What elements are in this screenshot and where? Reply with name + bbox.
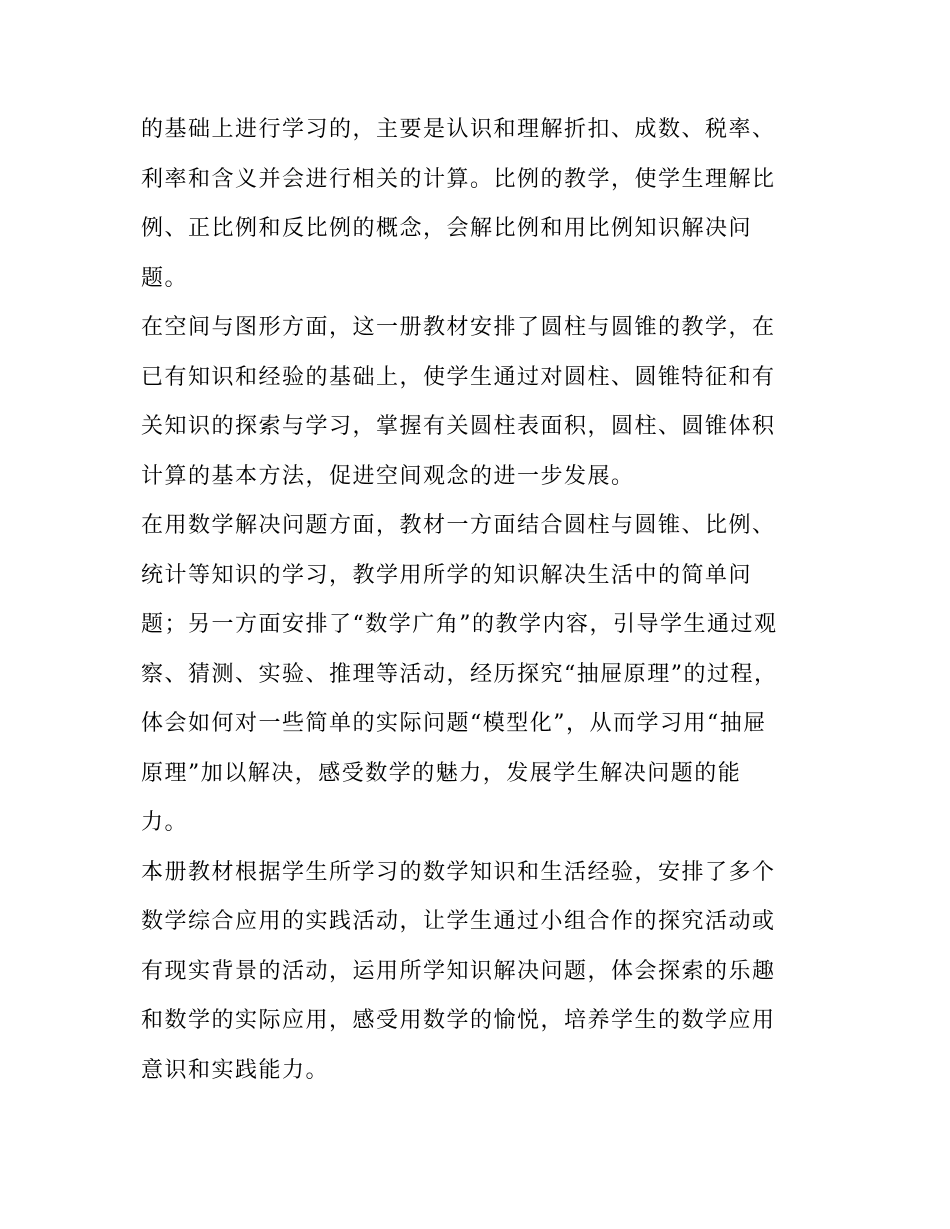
text-line: 题；另一方面安排了“数学广角”的教学内容，引导学生通过观: [141, 612, 778, 637]
text-line: 计算的基本方法，促进空间观念的进一步发展。: [141, 463, 635, 489]
text-line: 的基础上进行学习的，主要是认识和理解折扣、成数、税率、: [141, 117, 776, 142]
text-line: 意识和实践能力。: [141, 1057, 330, 1083]
text-line: 体会如何对一些简单的实际问题“模型化”，从而学习用“抽屉: [141, 711, 767, 736]
body-text: [141, 105, 813, 1095]
text-line: 在空间与图形方面，这一册教材安排了圆柱与圆锥的教学，在: [141, 315, 776, 340]
text-line: 已有知识和经验的基础上，使学生通过对圆柱、圆锥特征和有: [141, 364, 776, 390]
text-line: 关知识的探索与学习，掌握有关圆柱表面积，圆柱、圆锥体积: [141, 414, 776, 439]
text-line: 原理”加以解决，感受数学的魅力，发展学生解决问题的能: [141, 760, 742, 786]
text-line: 数学综合应用的实践活动，让学生通过小组合作的探究活动或: [141, 909, 776, 934]
text-line: 有现实背景的活动，运用所学知识解决问题，体会探索的乐趣: [141, 958, 776, 984]
text-line: 利率和含义并会进行相关的计算。比例的教学，使学生理解比: [141, 166, 776, 192]
text-line: 察、猜测、实验、推理等活动，经历探究“抽屉原理”的过程，: [141, 661, 778, 687]
text-line: 统计等知识的学习，教学用所学的知识解决生活中的简单问: [141, 562, 753, 588]
text-line: 力。: [141, 810, 189, 835]
text-line: 和数学的实际应用，感受用数学的愉悦，培养学生的数学应用: [141, 1008, 776, 1033]
text-line: 本册教材根据学生所学习的数学知识和生活经验，安排了多个: [141, 859, 776, 885]
text-line: 例、正比例和反比例的概念，会解比例和用比例知识解决问: [141, 216, 753, 241]
text-line: 在用数学解决问题方面，教材一方面结合圆柱与圆锥、比例、: [141, 513, 776, 538]
text-line: 题。: [141, 265, 189, 291]
